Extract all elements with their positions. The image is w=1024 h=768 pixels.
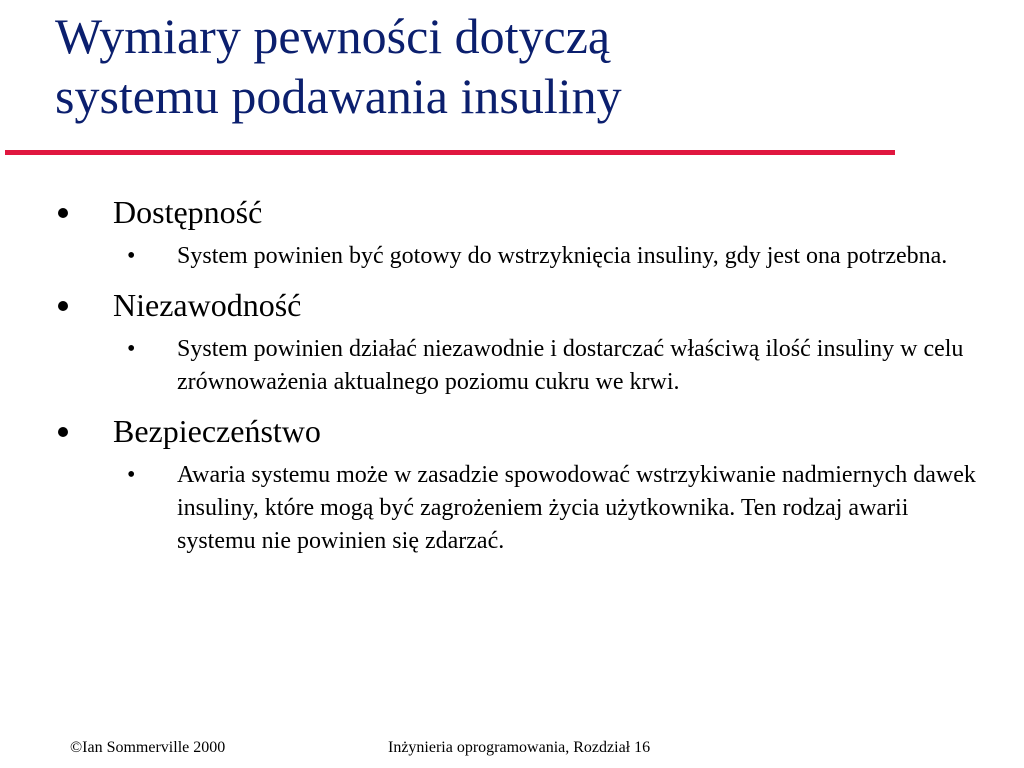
bullet-dot-icon — [58, 208, 68, 218]
bullet-list — [0, 190, 1024, 568]
bullet-dot-icon — [58, 427, 68, 437]
list-item-niezawodnosc — [0, 283, 1024, 399]
sub-item — [0, 333, 1024, 399]
item-heading: Niezawodność — [113, 287, 302, 323]
footer-copyright: ©Ian Sommerville 2000 — [70, 739, 226, 756]
sub-bullet-icon: • — [127, 462, 136, 488]
title-line-2: systemu podawania insuliny — [55, 68, 622, 124]
bullet-dot-icon — [58, 301, 68, 311]
list-item-dostepnosc — [0, 190, 1024, 273]
item-detail: System powinien działać niezawodnie i dostarczać właściwą ilość insuliny w celu zrównoważenia aktualnego poziomu cukru we krwi. — [177, 336, 964, 395]
list-item-bezpieczenstwo — [0, 409, 1024, 558]
sub-bullet-icon: • — [127, 243, 136, 269]
item-detail: Awaria systemu może w zasadzie spowodować wstrzykiwanie nadmiernych dawek insuliny, które mogą być zagrożeniem życia użytkownika. Ten rodzaj awarii systemu nie powinien się zdarzać. — [177, 462, 976, 554]
title-line-1: Wymiary pewności dotyczą — [55, 8, 611, 64]
item-detail: System powinien być gotowy do wstrzyknięcia insuliny, gdy jest ona potrzebna. — [177, 243, 948, 269]
sub-item — [0, 459, 1024, 558]
sub-item — [0, 240, 1024, 273]
page-title — [55, 6, 955, 126]
sub-bullet-icon: • — [127, 336, 136, 362]
title-underline — [5, 150, 895, 155]
item-heading: Bezpieczeństwo — [113, 413, 321, 449]
footer-chapter: Inżynieria oprogramowania, Rozdział 16 — [388, 739, 651, 756]
item-heading: Dostępność — [113, 194, 263, 230]
